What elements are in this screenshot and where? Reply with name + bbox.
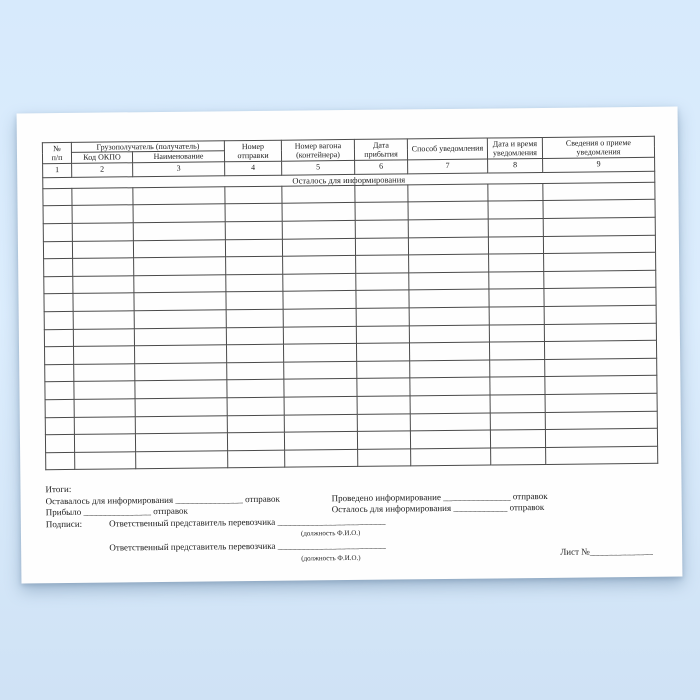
table-cell: [409, 342, 489, 360]
table-cell: [355, 220, 408, 238]
signature-indent: [46, 551, 107, 552]
table-cell: [284, 361, 357, 379]
table-cell: [357, 378, 410, 396]
table-cell: [46, 452, 75, 470]
table-cell: [283, 291, 356, 309]
column-number: 7: [408, 159, 488, 174]
table-cell: [72, 188, 133, 206]
column-number: 9: [543, 157, 655, 172]
table-cell: [488, 201, 543, 219]
column-number: 6: [355, 160, 408, 175]
table-cell: [73, 276, 134, 294]
column-number: 5: [282, 160, 355, 175]
table-cell: [226, 344, 283, 362]
table-cell: [355, 202, 408, 220]
remains-for-informing-line: Осталось для информирования ____________ отправок: [331, 502, 545, 515]
table-cell: [74, 381, 135, 399]
table-cell: [74, 399, 135, 417]
table-cell: [490, 377, 545, 395]
totals-section: [45, 478, 658, 568]
table-cell: [543, 235, 655, 254]
table-cell: [356, 290, 409, 308]
table-cell: [226, 309, 283, 327]
table-cell: [282, 185, 355, 203]
table-cell: [491, 447, 546, 465]
col-header-arrival-date: Дата прибытия: [354, 139, 407, 160]
table-cell: [225, 221, 282, 239]
table-cell: [490, 430, 545, 448]
table-cell: [357, 396, 410, 414]
table-cell: [43, 206, 72, 224]
table-cell: [546, 446, 658, 465]
table-cell: [72, 223, 133, 241]
table-cell: [543, 182, 655, 201]
table-cell: [134, 257, 226, 276]
table-cell: [74, 364, 135, 382]
table-cell: [135, 398, 227, 417]
arrived-line: Прибыло _______________ отправок: [45, 505, 188, 518]
column-number: 1: [43, 163, 72, 177]
table-cell: [285, 449, 358, 467]
table-cell: [411, 448, 491, 466]
table-cell: [227, 415, 284, 433]
table-cell: [44, 329, 73, 347]
table-cell: [43, 223, 72, 241]
table-cell: [356, 255, 409, 273]
table-cell: [45, 347, 74, 365]
table-cell: [545, 411, 657, 430]
table-cell: [134, 292, 226, 311]
table-cell: [135, 363, 227, 382]
col-header-notify-method: Способ уведомления: [407, 138, 487, 160]
table-cell: [489, 271, 544, 289]
column-number: 2: [72, 163, 133, 178]
table-cell: [227, 380, 284, 398]
table-cell: [44, 259, 73, 277]
table-cell: [408, 184, 488, 202]
table-cell: [72, 240, 133, 258]
col-header-okpo: Код ОКПО: [71, 152, 132, 163]
table-cell: [544, 253, 656, 272]
table-cell: [44, 294, 73, 312]
table-cell: [489, 324, 544, 342]
table-cell: [410, 360, 490, 378]
col-header-name: Наименование: [132, 151, 224, 162]
table-cell: [45, 364, 74, 382]
table-cell: [133, 222, 225, 241]
table-cell: [44, 311, 73, 329]
table-cell: [134, 275, 226, 294]
table-cell: [490, 359, 545, 377]
table-cell: [544, 270, 656, 289]
table-cell: [409, 289, 489, 307]
informing-done-line: Проведено информирование _______________ отправок: [331, 490, 548, 503]
table-cell: [72, 205, 133, 223]
table-cell: [489, 306, 544, 324]
table-cell: [135, 433, 227, 452]
table-cell: [43, 188, 72, 206]
table-cell: [408, 237, 488, 255]
table-cell: [74, 416, 135, 434]
table-cell: [44, 276, 73, 294]
col-header-notify-receipt: Сведения о приеме уведомления: [542, 136, 654, 158]
table-cell: [410, 377, 490, 395]
table-cell: [543, 217, 655, 236]
table-cell: [490, 412, 545, 430]
table-cell: [227, 432, 284, 450]
table-cell: [545, 393, 657, 412]
col-header-wagon-no: Номер вагона (контейнера): [281, 139, 354, 161]
table-cell: [225, 239, 282, 257]
table-cell: [490, 394, 545, 412]
table-cell: [284, 432, 357, 450]
table-cell: [409, 307, 489, 325]
sheet-number-label: Лист №______________: [560, 545, 653, 557]
signature-hint-1: (должность Ф.И.О.): [300, 529, 361, 538]
table-cell: [284, 414, 357, 432]
table-cell: [227, 362, 284, 380]
table-cell: [282, 238, 355, 256]
table-cell: [283, 344, 356, 362]
table-cell: [488, 236, 543, 254]
table-cell: [358, 449, 411, 467]
table-cell: [225, 204, 282, 222]
table-cell: [283, 326, 356, 344]
table-cell: [410, 430, 490, 448]
table-cell: [409, 325, 489, 343]
table-cell: [134, 327, 226, 346]
signature-line-1: Ответственный представитель перевозчика ________________________: [109, 515, 386, 529]
table-cell: [45, 435, 74, 453]
col-header-rownum: № п/п: [42, 142, 71, 163]
table-cell: [225, 186, 282, 204]
register-table: [42, 136, 658, 471]
table-cell: [283, 308, 356, 326]
info-row-label: Осталось для информирования: [43, 171, 655, 188]
table-cell: [74, 346, 135, 364]
table-cell: [133, 187, 225, 206]
table-cell: [136, 451, 228, 470]
table-cell: [544, 288, 656, 307]
table-cell: [489, 342, 544, 360]
table-cell: [357, 361, 410, 379]
totals-title: Итоги:: [45, 483, 72, 495]
table-cell: [228, 450, 285, 468]
table-cell: [488, 183, 543, 201]
table-header-row-1: [42, 136, 654, 153]
column-number: 3: [133, 162, 225, 177]
table-cell: [73, 258, 134, 276]
table-cell: [409, 254, 489, 272]
table-cell: [489, 254, 544, 272]
table-cell: [544, 305, 656, 324]
table-cell: [544, 323, 656, 342]
table-cell: [409, 272, 489, 290]
table-cell: [45, 417, 74, 435]
table-cell: [133, 239, 225, 258]
table-cell: [410, 395, 490, 413]
table-cell: [227, 397, 284, 415]
table-cell: [356, 308, 409, 326]
table-cell: [133, 204, 225, 223]
table-cell: [134, 310, 226, 329]
table-cell: [226, 327, 283, 345]
table-cell: [283, 273, 356, 291]
col-header-shipment-no: Номер отправки: [224, 140, 281, 161]
table-cell: [73, 328, 134, 346]
table-cell: [75, 452, 136, 470]
table-cell: [226, 274, 283, 292]
table-cell: [488, 219, 543, 237]
table-cell: [545, 428, 657, 447]
table-cell: [135, 380, 227, 399]
table-cell: [74, 434, 135, 452]
table-cell: [45, 399, 74, 417]
table-cell: [282, 203, 355, 221]
signatures-label: Подписи:: [45, 518, 83, 529]
table-cell: [135, 415, 227, 434]
table-cell: [355, 185, 408, 203]
table-cell: [357, 413, 410, 431]
table-cell: [284, 396, 357, 414]
remained-for-informing-line: Оставалось для информирования _______________ отправок: [45, 493, 280, 506]
table-cell: [282, 220, 355, 238]
col-header-notify-datetime: Дата и время уведомления: [487, 137, 542, 158]
column-number: 8: [488, 158, 543, 173]
table-cell: [489, 289, 544, 307]
col-header-consignee-group: Грузополучатель (получатель): [71, 141, 224, 153]
table-cell: [284, 379, 357, 397]
column-number: 4: [225, 161, 282, 176]
signature-hint-2: (должность Ф.И.О.): [301, 553, 361, 563]
table-cell: [355, 238, 408, 256]
table-cell: [410, 413, 490, 431]
table-cell: [357, 431, 410, 449]
table-cell: [45, 382, 74, 400]
table-cell: [356, 273, 409, 291]
table-cell: [226, 292, 283, 310]
table-cell: [543, 200, 655, 219]
table-cell: [544, 341, 656, 360]
table-body: [42, 136, 657, 470]
table-cell: [43, 241, 72, 259]
table-cell: [408, 202, 488, 220]
table-cell: [408, 219, 488, 237]
table-cell: [356, 343, 409, 361]
document-sheet: [17, 107, 683, 584]
table-cell: [73, 293, 134, 311]
table-cell: [73, 311, 134, 329]
table-cell: [356, 325, 409, 343]
signature-line-2: Ответственный представитель перевозчика ________________________: [109, 539, 386, 553]
table-cell: [545, 358, 657, 377]
table-cell: [545, 376, 657, 395]
table-cell: [134, 345, 226, 364]
table-cell: [283, 256, 356, 274]
table-cell: [226, 256, 283, 274]
